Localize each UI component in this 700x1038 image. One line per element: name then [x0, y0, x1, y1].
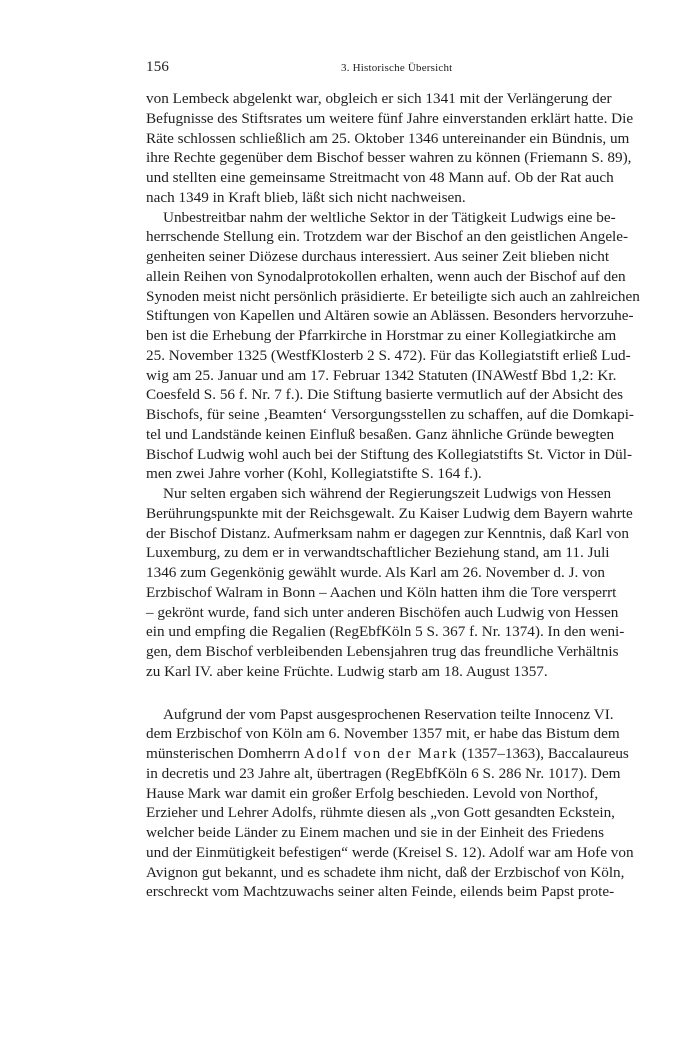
text-line: welcher beide Länder zu Einem machen und sie in der Einheit des Friedens	[146, 824, 604, 841]
paragraph-3	[146, 484, 633, 682]
running-head: 3. Historische Übersicht	[341, 62, 453, 74]
text-line: wig am 25. Januar und am 17. Februar 1342 Statuten (INAWestf Bbd 1,2: Kr.	[146, 366, 617, 384]
text-line	[146, 744, 629, 764]
text-line: und stellten eine gemeinsame Streitmacht von 48 Mann auf. Ob der Rat auch	[146, 169, 614, 186]
paragraph-1	[146, 89, 634, 208]
paragraph-2	[146, 208, 640, 485]
page-number: 156	[146, 59, 170, 75]
text-line: Räte schlossen schließlich am 25. Oktober 1346 untereinander ein Bündnis, um	[146, 129, 630, 147]
text-line: allein Reihen von Synodalprotokollen erhalten, wenn auch der Bischof auf den	[146, 267, 626, 285]
text-line: gen, dem Bischof verbleibenden Lebensjahren trug das freundliche Verhältnis	[146, 643, 619, 660]
text-line: in decretis und 23 Jahre alt, übertragen (RegEbfKöln 6 S. 286 Nr. 1017). Dem	[146, 764, 621, 782]
text-line: Bischof Ludwig wohl auch bei der Stiftung des Kollegiatstifts St. Victor in Dül-	[146, 445, 633, 463]
text-line: von Lembeck abgelenkt war, obgleich er sich 1341 mit der Verlängerung der	[146, 90, 612, 107]
section-break	[146, 682, 554, 705]
text-line: Stiftungen von Kapellen und Altären sowie an Ablässen. Besonders hervorzuhe-	[146, 307, 634, 325]
text-line: Unbestreitbar nahm der weltliche Sektor in der Tätigkeit Ludwigs eine be-	[163, 208, 616, 226]
text-line: 25. November 1325 (WestfKlosterb 2 S. 472). Für das Kollegiatstift erließ Lud-	[146, 346, 631, 364]
text-line: Luxemburg, zu dem er in verwandtschaftlicher Beziehung stand, am 11. Juli	[146, 544, 610, 562]
text-line: 1346 zum Gegenkönig gewählt wurde. Als Karl am 26. November d. J. von	[146, 564, 605, 581]
text-line: Aufgrund der vom Papst ausgesprochenen Reservation teilte Innocenz VI.	[163, 705, 614, 723]
text-line: Berührungspunkte mit der Reichsgewalt. Zu Kaiser Ludwig dem Bayern wahrte	[146, 504, 633, 522]
text-line: ein und empfing die Regalien (RegEbfKöln 5 S. 367 f. Nr. 1374). In den weni-	[146, 623, 625, 641]
text-line: Coesfeld S. 56 f. Nr. 7 f.). Die Stiftung basierte vermutlich auf der Absicht des	[146, 386, 624, 404]
text-line: men zwei Jahre vorher (Kohl, Kollegiatstifte S. 164 f.).	[146, 465, 482, 483]
text-line: Erzbischof Walram in Bonn – Aachen und Köln hatten ihm die Tore versperrt	[146, 583, 617, 601]
text-line: und der Einmütigkeit befestigen“ werde (Kreisel S. 12). Adolf war am Hofe von	[146, 843, 634, 861]
text-line: dem Erzbischof von Köln am 6. November 1357 mit, er habe das Bistum dem	[146, 725, 620, 743]
text-line: Erzieher und Lehrer Adolfs, rühmte diesen als „von Gott gesandten Eckstein,	[146, 804, 615, 822]
text-segment: (1357–1363), Baccalaureus	[461, 745, 629, 762]
text-line: – gekrönt wurde, fand sich unter anderen Bischöfen auch Ludwig von Hessen	[146, 603, 619, 621]
text-line: Synoden meist nicht persönlich präsidierte. Er beteiligte sich auch an zahlreichen	[146, 287, 640, 305]
text-line: ihre Rechte gegenüber dem Bischof besser wahren zu können (Friemann S. 89),	[146, 149, 632, 167]
text-line: Avignon gut bekannt, und es schadete ihm nicht, daß der Erzbischof von Köln,	[146, 863, 625, 881]
text-line: nach 1349 in Kraft blieb, läßt sich nicht nachweisen.	[146, 188, 466, 206]
text-line: erschreckt vom Machtzuwachs seiner alten Feinde, eilends beim Papst prote-	[146, 883, 615, 901]
text-line: Bischofs, für seine ‚Beamten‘ Versorgungsstellen zu schaffen, auf die Domkapi-	[146, 406, 634, 423]
text-line: zu Karl IV. aber keine Früchte. Ludwig starb am 18. August 1357.	[146, 662, 548, 680]
text-line: tel und Landstände keinen Einfluß besaßen. Ganz ähnliche Gründe bewegten	[146, 425, 615, 443]
person-name-spaced: Adolf von der Mark	[303, 745, 459, 762]
text-line: ben ist die Erhebung der Pfarrkirche in Horstmar zu einer Kollegiatkirche am	[146, 327, 617, 344]
text-line: Befugnisse des Stiftsrates um weitere fünf Jahre einverstanden erklärt hatte. Die	[146, 109, 634, 127]
text-line: genheiten seiner Diözese durchaus interessiert. Aus seiner Zeit blieben nicht	[146, 248, 610, 265]
text-line: Hause Mark war damit ein großer Erfolg beschieden. Levold von Northof,	[146, 784, 599, 802]
paragraph-4	[146, 705, 634, 903]
text-line: der Bischof Distanz. Aufmerksam nahm er dagegen zur Kenntnis, daß Karl von	[146, 524, 629, 542]
text-line: herrschende Stellung ein. Trotzdem war der Bischof an den geistlichen Angele-	[146, 228, 629, 246]
body-text	[146, 89, 640, 902]
text-line: Nur selten ergaben sich während der Regierungszeit Ludwigs von Hessen	[163, 485, 612, 502]
text-segment: münsterischen Domherrn	[146, 745, 300, 762]
